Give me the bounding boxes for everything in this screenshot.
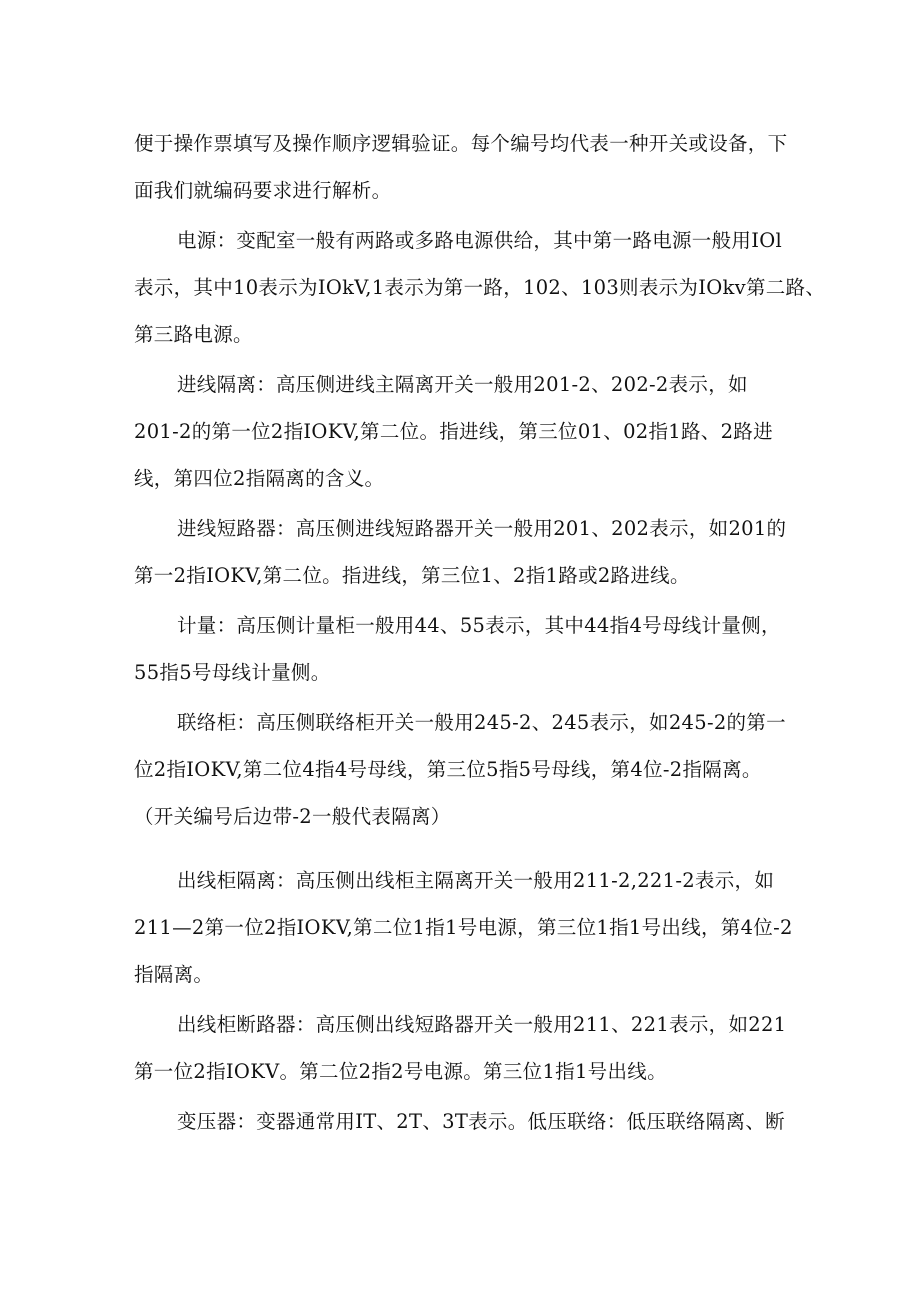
text-line: 便于操作票填写及操作顺序逻辑验证。每个编号均代表一种开关或设备，下 bbox=[134, 132, 788, 155]
text-line: 第一位2指IOKV。第二位2指2号电源。第三位1指1号出线。 bbox=[134, 1060, 667, 1083]
paragraph-outgoing-breaker: 出线柜断路器：高压侧出线短路器开关一般用211、221表示，如221 bbox=[177, 1013, 787, 1036]
text-line: 第三路电源。 bbox=[134, 323, 253, 346]
text-line: 211—2第一位2指IOKV,第二位1指1号电源，第三位1指1号出线，第4位-2 bbox=[134, 916, 793, 939]
text-line: 线，第四位2指隔离的含义。 bbox=[134, 467, 385, 490]
paragraph-power-source: 电源：变配室一般有两路或多路电源供给，其中第一路电源一般用IOl bbox=[177, 229, 783, 252]
text-line: 面我们就编码要求进行解析。 bbox=[134, 179, 392, 202]
paragraph-outgoing-isolation: 出线柜隔离：高压侧出线柜主隔离开关一般用211-2,221-2表示，如 bbox=[177, 869, 775, 892]
paragraph-transformer: 变压器：变器通常用IT、2T、3T表示。低压联络：低压联络隔离、断 bbox=[177, 1110, 785, 1133]
note-isolation: （开关编号后边带-2一般代表隔离） bbox=[134, 805, 451, 828]
paragraph-tie-cabinet: 联络柜：高压侧联络柜开关一般用245-2、245表示，如245-2的第一 bbox=[177, 711, 786, 734]
paragraph-metering: 计量：高压侧计量柜一般用44、55表示，其中44指4号母线计量侧， bbox=[177, 614, 781, 637]
text-line: 指隔离。 bbox=[134, 963, 214, 986]
text-line: 位2指IOKV,第二位4指4号母线，第三位5指5号母线，第4位-2指隔离。 bbox=[134, 758, 762, 781]
text-line: 201-2的第一位2指IOKV,第二位。指进线，第三位01、02指1路、2路进 bbox=[134, 420, 773, 443]
text-line: 55指5号母线计量侧。 bbox=[134, 661, 331, 684]
text-line: 表示，其中10表示为IOkV,1表示为第一路，102、103则表示为IOkv第二路、 bbox=[134, 276, 826, 299]
paragraph-incoming-breaker: 进线短路器：高压侧进线短路器开关一般用201、202表示，如201的 bbox=[177, 517, 787, 540]
text-line: 第一2指IOKV,第二位。指进线，第三位1、2指1路或2路进线。 bbox=[134, 564, 690, 587]
paragraph-incoming-isolation: 进线隔离：高压侧进线主隔离开关一般用201-2、202-2表示，如 bbox=[177, 373, 748, 396]
